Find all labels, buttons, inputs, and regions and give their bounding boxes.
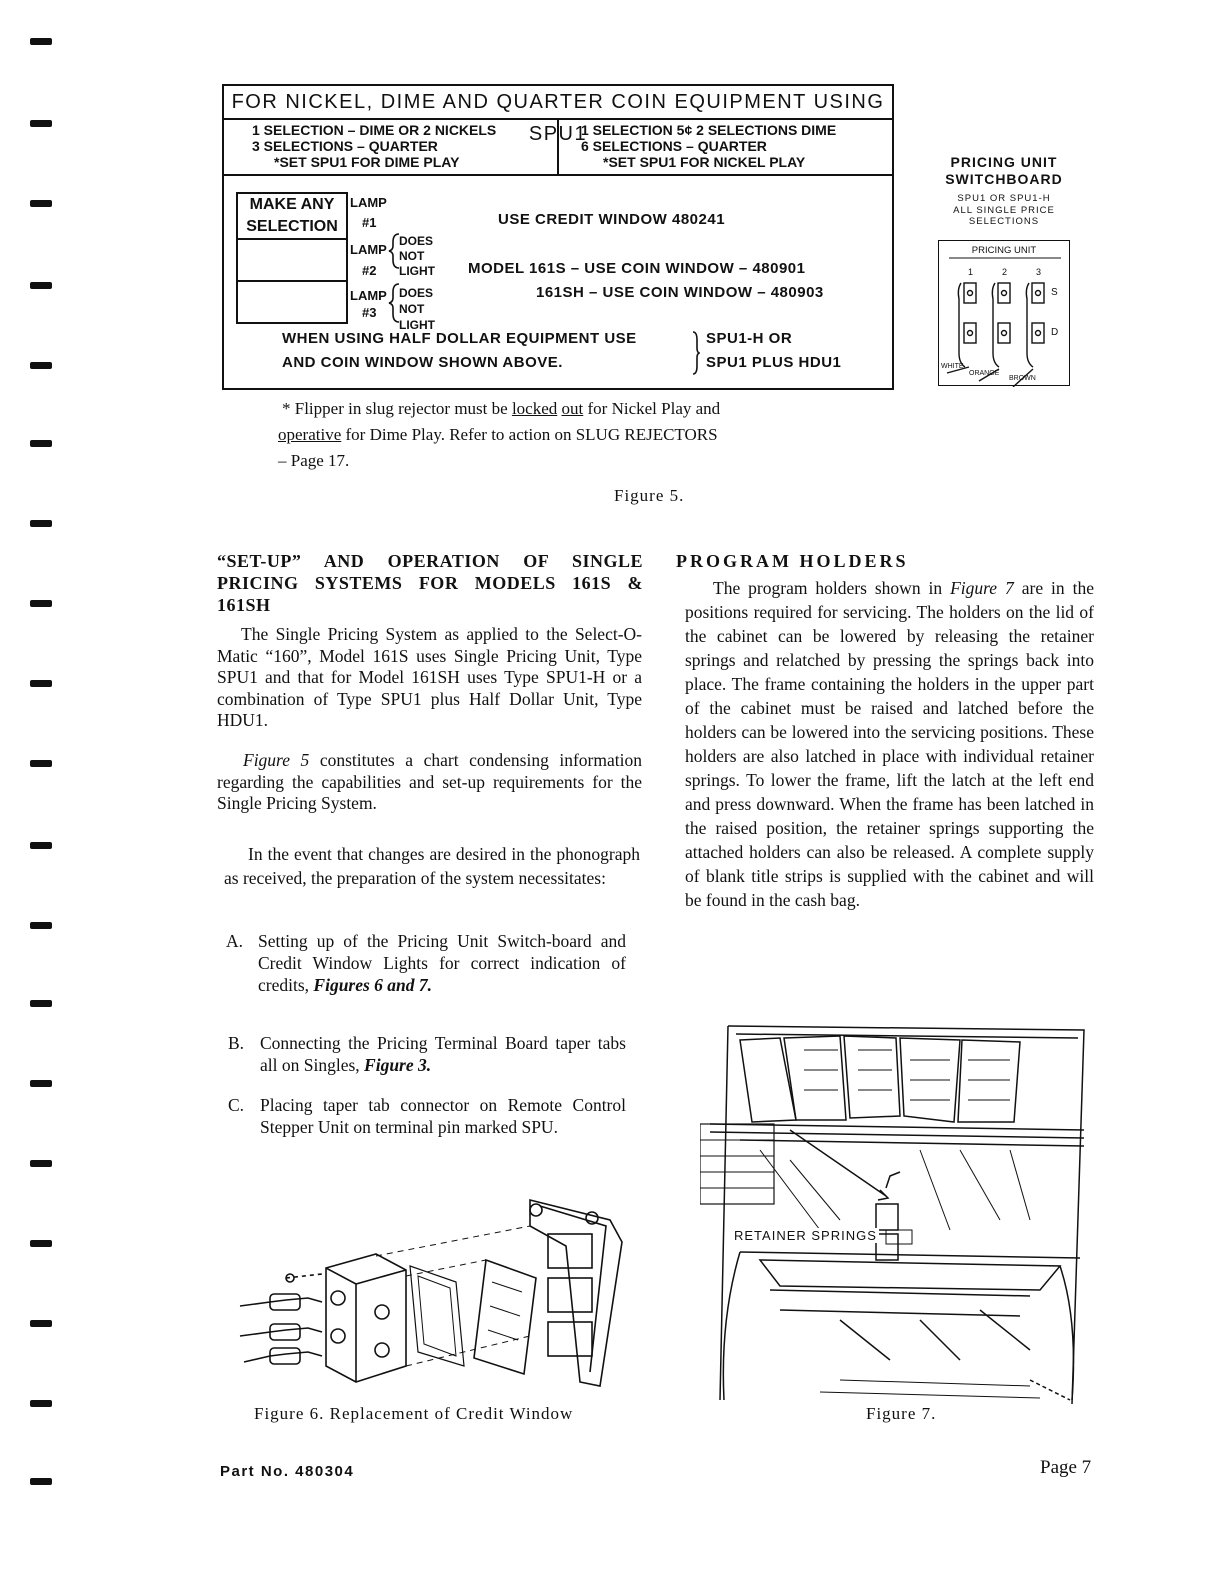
- item-b-label: B.: [228, 1033, 245, 1053]
- item-b-text: [260, 1032, 626, 1076]
- lamp2-label: LAMP: [350, 242, 387, 257]
- item-a-body: Setting up of the Pricing Unit Switch-board and Credit Window Lights for correct indication of credits,: [258, 931, 626, 995]
- figure7-drawing: [700, 1020, 1090, 1408]
- binder-mark: [30, 38, 52, 45]
- nickel-line2: 6 SELECTIONS – QUARTER: [581, 138, 767, 154]
- nickel-line1: 1 SELECTION 5¢ 2 SELECTIONS DIME: [581, 122, 837, 138]
- dime-line2: 3 SELECTIONS – QUARTER: [252, 138, 438, 154]
- binder-mark: [30, 1240, 52, 1247]
- binder-mark: [30, 1400, 52, 1407]
- chart-coin-row: [224, 118, 892, 176]
- left-heading: “SET-UP” AND OPERATION OF SINGLE PRICING SYSTEMS FOR MODELS 161S & 161SH: [217, 551, 643, 615]
- footnote-text-c: for Dime Play. Refer to action on SLUG REJECTORS: [345, 425, 718, 444]
- lamp3-light: LIGHT: [399, 318, 435, 332]
- left-paragraph3: In the event that changes are desired in the phonograph as received, the preparation of the system necessitates:: [224, 844, 640, 888]
- binder-mark: [30, 282, 52, 289]
- binder-mark: [30, 1478, 52, 1485]
- half-dollar-brace: [690, 330, 700, 376]
- item-a-label: A.: [226, 931, 244, 951]
- wire-brown-label: BROWN: [1009, 375, 1036, 382]
- binder-mark: [30, 520, 52, 527]
- item-b-body: Connecting the Pricing Terminal Board taper tabs all on Singles,: [260, 1033, 626, 1075]
- chart-title: FOR NICKEL, DIME AND QUARTER COIN EQUIPMENT USING SPU1: [224, 86, 892, 120]
- model161sh-text: 161SH – USE COIN WINDOW – 480903: [536, 284, 824, 301]
- list-item-a: [226, 930, 626, 996]
- item-a-text: [258, 930, 626, 996]
- lamp2-does: DOES: [399, 234, 434, 248]
- binder-mark: [30, 600, 52, 607]
- half-dollar-line1: WHEN USING HALF DOLLAR EQUIPMENT USE: [282, 330, 637, 347]
- pricing-unit-sub3: SELECTIONS: [968, 216, 1040, 227]
- lamp3-window: [236, 280, 348, 324]
- binder-mark: [30, 200, 52, 207]
- binder-mark: [30, 1080, 52, 1087]
- right-text-a: The program holders shown in: [713, 578, 951, 598]
- lamp1-number: #1: [362, 215, 377, 230]
- lamp2-not: NOT: [399, 249, 425, 263]
- footnote-text-b: for Nickel Play and: [587, 399, 721, 418]
- list-item-c: [228, 1094, 626, 1138]
- nickel-line3: *SET SPU1 FOR NICKEL PLAY: [603, 154, 806, 170]
- lamp1-label: LAMP: [350, 195, 387, 210]
- lamp3-not: NOT: [399, 302, 425, 316]
- binder-mark: [30, 680, 52, 687]
- pricing-unit-box-label: PRICING UNIT: [971, 245, 1037, 256]
- footnote-locked: locked: [511, 399, 558, 418]
- page-number: Page 7: [1040, 1457, 1092, 1478]
- footnote-text-a: * Flipper in slug rejector must be: [282, 399, 508, 418]
- model161s-text: MODEL 161S – USE COIN WINDOW – 480901: [468, 260, 806, 277]
- binder-mark: [30, 440, 52, 447]
- p2-figure-ref: Figure 5: [243, 750, 310, 770]
- right-figure-ref: Figure 7: [950, 578, 1014, 598]
- right-paragraph: [685, 576, 1094, 912]
- item-c-text: Placing taper tab connector on Remote Control Stepper Unit on terminal pin marked SPU.: [260, 1095, 626, 1137]
- make-any-selection-box: [236, 192, 348, 240]
- spu-option2: SPU1 PLUS HDU1: [706, 354, 842, 371]
- item-c-label: C.: [228, 1095, 245, 1115]
- make-any-label: MAKE ANY: [249, 196, 335, 213]
- switch-number-1: 1: [968, 267, 974, 277]
- switch-number-3: 3: [1036, 267, 1042, 277]
- figure5-chart: [222, 84, 894, 390]
- binder-mark: [30, 760, 52, 767]
- lamp2-window: [236, 238, 348, 282]
- footnote-line1: [282, 396, 862, 422]
- figure6-drawing: [230, 1186, 630, 1394]
- binder-mark: [30, 120, 52, 127]
- figure7-caption: Figure 7.: [866, 1404, 937, 1423]
- dime-line1: 1 SELECTION – DIME OR 2 NICKELS: [252, 122, 497, 138]
- pricing-unit-sub2: ALL SINGLE PRICE: [953, 205, 1055, 216]
- list-item-b: [228, 1032, 626, 1076]
- left-paragraph1: The Single Pricing System as applied to the Select-O-Matic “160”, Model 161S uses Single Pricing Unit, Type SPU1 and that for Model 161SH uses Type SPU1-H or a combination of Type SPU1 plus Half Dollar Unit, Type HDU1.: [217, 624, 642, 730]
- pricing-unit-diagram: [938, 240, 1070, 386]
- lamp2-light: LIGHT: [399, 264, 435, 278]
- binder-mark: [30, 1160, 52, 1167]
- switch-number-2: 2: [1002, 267, 1008, 277]
- lamp3-label: LAMP: [350, 288, 387, 303]
- binder-mark: [30, 922, 52, 929]
- switch-d-label: D: [1051, 327, 1059, 338]
- nickel-play-column: [559, 118, 894, 174]
- retainer-springs-label: RETAINER SPRINGS: [734, 1228, 877, 1243]
- figure6-caption: Figure 6. Replacement of Credit Window: [254, 1404, 574, 1423]
- right-heading: PROGRAM HOLDERS: [676, 551, 909, 571]
- dime-line3: *SET SPU1 FOR DIME PLAY: [274, 154, 460, 170]
- brace-marks: [388, 232, 402, 332]
- pricing-unit-sub1: SPU1 OR SPU1-H: [957, 193, 1051, 204]
- part-number: Part No. 480304: [220, 1463, 355, 1480]
- dime-play-column: [224, 118, 559, 174]
- wire-white-label: WHITE: [941, 363, 964, 370]
- item-a-figure-ref: Figures 6 and 7.: [313, 975, 433, 995]
- binder-mark: [30, 1000, 52, 1007]
- binder-mark: [30, 1320, 52, 1327]
- right-text-b: are in the positions required for servicing. The holders on the lid of the cabinet can be lowered by releasing the retainer springs and relatched by pressing the springs back into place. The frame containing the holders in the upper part of the cabinet must be raised and latched before the holders can be lowered into the servicing positions. These holders are also latched in place with individual retainer springs. To lower the frame, lift the latch at the left end and press downward. When the frame has been latched in the raised position, the retainer springs supporting the attached holders can also be released. A complete supply of blank title strips is supplied with the cabinet and will be found in the cash bag.: [685, 578, 1094, 910]
- spu-option1: SPU1-H OR: [706, 330, 793, 347]
- lamp2-number: #2: [362, 263, 377, 278]
- switch-s-label: S: [1051, 287, 1058, 298]
- lamp3-number: #3: [362, 305, 377, 320]
- footnote-out: out: [561, 399, 584, 418]
- pricing-unit-title-line1: PRICING UNIT: [950, 154, 1058, 170]
- item-b-figure-ref: Figure 3.: [364, 1055, 432, 1075]
- pricing-unit-title-line2: SWITCHBOARD: [945, 171, 1063, 187]
- figure5-footnote: [278, 396, 862, 474]
- footnote-line3: – Page 17.: [278, 451, 350, 470]
- figure5-caption: Figure 5.: [614, 486, 685, 505]
- binder-mark: [30, 362, 52, 369]
- p2-text: constitutes a chart condensing information regarding the capabilities and set-up requirements for the Single Pricing System.: [217, 750, 642, 813]
- credit-window-text: USE CREDIT WINDOW 480241: [498, 211, 726, 228]
- selection-label: SELECTION: [246, 218, 338, 235]
- binder-mark: [30, 842, 52, 849]
- half-dollar-line2: AND COIN WINDOW SHOWN ABOVE.: [282, 354, 563, 371]
- pricing-unit-title: [930, 154, 1078, 227]
- wire-orange-label: ORANGE: [969, 370, 1000, 377]
- lamp3-does: DOES: [399, 286, 434, 300]
- left-paragraph2: [217, 750, 642, 815]
- footnote-operative: operative: [278, 425, 342, 444]
- footnote-line2: [278, 422, 862, 448]
